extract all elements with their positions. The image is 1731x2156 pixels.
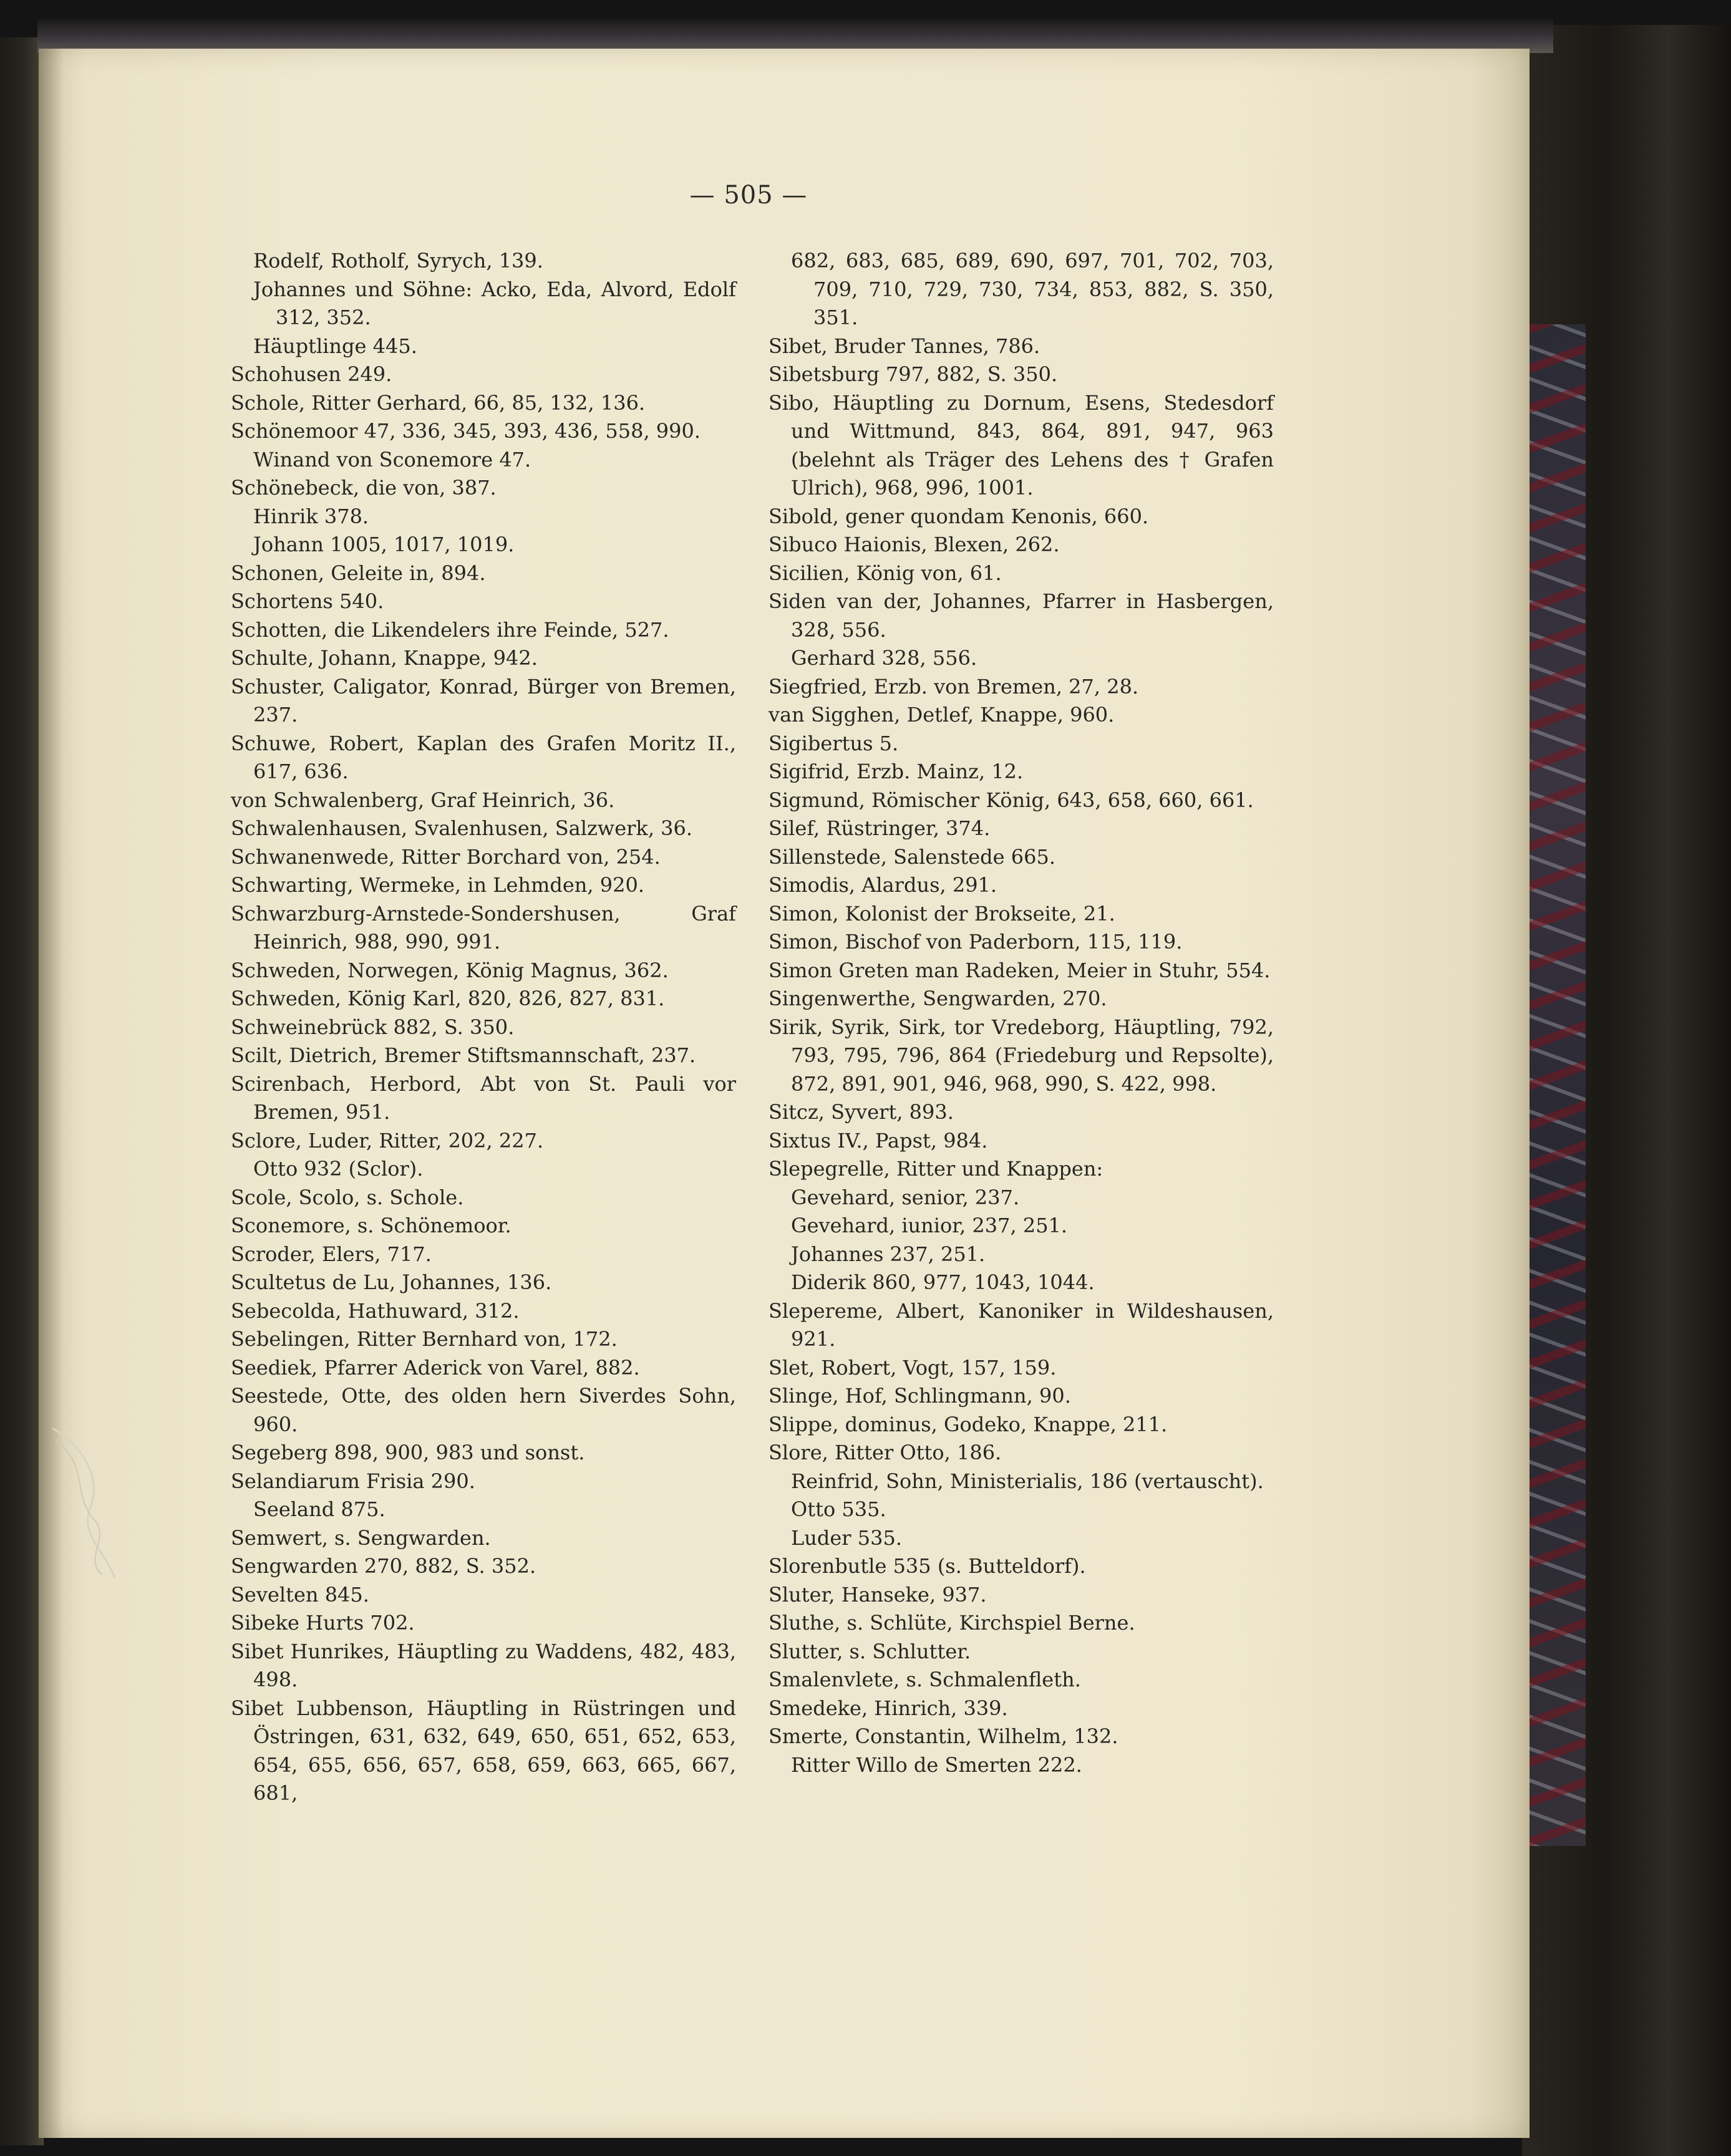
index-entry: Seediek, Pfarrer Aderick von Varel, 882. [231, 1355, 640, 1380]
index-entry: Johannes und Söhne: Acko, Eda, Alvord, Edolf 312, 352. [253, 277, 736, 329]
index-entry: Slorenbutle 535 (s. Butteldorf). [769, 1554, 1086, 1578]
index-entry: Sigifrid, Erzb. Mainz, 12. [769, 760, 1024, 783]
index-entry: Seeland 875. [253, 1497, 385, 1521]
index-entry: Schönemoor 47, 336, 345, 393, 436, 558, 990. [231, 419, 701, 443]
index-entry: Schole, Ritter Gerhard, 66, 85, 132, 136. [231, 390, 646, 415]
index-entry: Scirenbach, Herbord, Abt von St. Pauli vor Bremen, 951. [231, 1071, 736, 1124]
index-entry: van Sigghen, Detlef, Knappe, 960. [769, 703, 1115, 727]
index-entry: Schwanenwede, Ritter Borchard von, 254. [231, 844, 661, 869]
index-entry: Sicilien, König von, 61. [769, 561, 1002, 585]
index-entry: Schohusen 249. [231, 362, 392, 386]
index-entry: Simon, Bischof von Paderborn, 115, 119. [769, 930, 1183, 954]
index-entry: Gevehard, senior, 237. [791, 1185, 1020, 1209]
index-entry: Sibet Hunrikes, Häuptling zu Waddens, 482, 483, 498. [231, 1639, 736, 1691]
index-entry: Schwalenhausen, Svalenhusen, Salzwerk, 36. [231, 816, 693, 840]
index-entry: Sibet Lubbenson, Häuptling in Rüstringen und Östringen, 631, 632, 649, 650, 651, 652, 653, 654, 655, 656, 657, 658, 659, 663, 665, 667, 681, [231, 1696, 736, 1805]
index-entry: Slepereme, Albert, Kanoniker in Wildeshausen, 921. [769, 1298, 1274, 1351]
index-entry: Singenwerthe, Sengwarden, 270. [769, 987, 1107, 1010]
index-entry: Sebelingen, Ritter Bernhard von, 172. [231, 1327, 618, 1351]
index-entry: Schweden, König Karl, 820, 826, 827, 831. [231, 987, 665, 1010]
index-entry: Schonen, Geleite in, 894. [231, 561, 486, 585]
index-entry: Otto 932 (Sclor). [253, 1157, 424, 1181]
index-entry: Otto 535. [791, 1497, 886, 1521]
index-entry: Slinge, Hof, Schlingmann, 90. [769, 1384, 1071, 1408]
index-entry: Sirik, Syrik, Sirk, tor Vredeborg, Häuptling, 792, 793, 795, 796, 864 (Friedeburg und Repsolte), 872, 891, 901, 946, 968, 990, S. 422, 998. [769, 1015, 1274, 1096]
index-entry: Sillenstede, Salenstede 665. [769, 844, 1055, 869]
binding-thread [46, 1422, 121, 1584]
index-entry: Schotten, die Likendelers ihre Feinde, 527. [231, 617, 669, 642]
index-entry: Sconemore, s. Schönemoor. [231, 1214, 512, 1237]
index-entry: Johannes 237, 251. [791, 1242, 986, 1266]
index-entry: Semwert, s. Sengwarden. [231, 1525, 491, 1550]
index-entry: Smerte, Constantin, Wilhelm, 132. [769, 1724, 1118, 1748]
index-entry: Diderik 860, 977, 1043, 1044. [791, 1270, 1095, 1294]
index-entry: Sigibertus 5. [769, 731, 899, 755]
index-entry: Luder 535. [791, 1525, 902, 1550]
index-entry: Schulte, Johann, Knappe, 942. [231, 646, 538, 670]
index-entry: Siden van der, Johannes, Pfarrer in Hasbergen, 328, 556. [769, 589, 1274, 642]
index-entry: Sibold, gener quondam Kenonis, 660. [769, 504, 1149, 528]
book-cover-left [0, 37, 44, 2145]
index-entry: Sengwarden 270, 882, S. 352. [231, 1554, 536, 1578]
index-entry: Sebecolda, Hathuward, 312. [231, 1298, 520, 1323]
index-entry: Schuwe, Robert, Kaplan des Grafen Moritz II., 617, 636. [231, 731, 736, 783]
index-entry: Winand von Sconemore 47. [253, 447, 531, 471]
index-entry: Schwarzburg-Arnstede-Sondershusen, Graf Heinrich, 988, 990, 991. [231, 901, 736, 954]
index-entry: Häuptlinge 445. [253, 334, 417, 358]
index-entry: Sitcz, Syvert, 893. [769, 1100, 954, 1124]
index-entry: Sibuco Haionis, Blexen, 262. [769, 533, 1060, 556]
index-entry: Rodelf, Rotholf, Syrych, 139. [253, 249, 543, 273]
index-entry: Smalenvlete, s. Schmalenfleth. [769, 1668, 1081, 1691]
index-entry: Schweden, Norwegen, König Magnus, 362. [231, 958, 669, 982]
page-number: — 505 — [689, 181, 808, 210]
index-entry: Slippe, dominus, Godeko, Knappe, 211. [769, 1412, 1168, 1436]
index-entry: Slepegrelle, Ritter und Knappen: [769, 1157, 1103, 1181]
index-entry: Simon, Kolonist der Brokseite, 21. [769, 901, 1115, 926]
index-entry: Seestede, Otte, des olden hern Siverdes Sohn, 960. [231, 1384, 736, 1436]
index-entry: Ritter Willo de Smerten 222. [791, 1752, 1082, 1777]
index-entry: Sibetsburg 797, 882, S. 350. [769, 362, 1058, 386]
marbled-endpaper [1530, 324, 1586, 1846]
book-cover-top [37, 19, 1553, 53]
index-entry: Scilt, Dietrich, Bremer Stiftsmannschaft, 237. [231, 1043, 696, 1067]
index-entry: Segeberg 898, 900, 983 und sonst. [231, 1441, 585, 1464]
index-entry: Selandiarum Frisia 290. [231, 1469, 475, 1493]
index-entry: Johann 1005, 1017, 1019. [253, 533, 515, 556]
index-entry: Sevelten 845. [231, 1582, 369, 1607]
index-entry: Sibo, Häuptling zu Dornum, Esens, Stedesdorf und Wittmund, 843, 864, 891, 947, 963 (belehnt als Träger des Lehens des † Grafen Ulrich), 968, 996, 1001. [769, 390, 1274, 500]
index-entry: Slore, Ritter Otto, 186. [769, 1441, 1002, 1464]
index-entry: Sixtus IV., Papst, 984. [769, 1128, 988, 1153]
index-entry: Schortens 540. [231, 589, 384, 613]
index-entry: Hinrik 378. [253, 504, 369, 528]
index-entry: Sclore, Luder, Ritter, 202, 227. [231, 1128, 544, 1153]
index-entry: Reinfrid, Sohn, Ministerialis, 186 (vertauscht). [791, 1469, 1264, 1493]
index-entry: Gevehard, iunior, 237, 251. [791, 1214, 1068, 1237]
index-entry: Sibeke Hurts 702. [231, 1611, 415, 1635]
index-entry: Schweinebrück 882, S. 350. [231, 1015, 515, 1039]
index-entry: Scroder, Elers, 717. [231, 1242, 432, 1266]
index-entry: Scole, Scolo, s. Schole. [231, 1185, 464, 1209]
index-entry: Sluter, Hanseke, 937. [769, 1582, 987, 1607]
page-gutter-shadow [39, 49, 64, 2138]
index-column-right [769, 247, 1274, 1779]
index-entry: Sigmund, Römischer König, 643, 658, 660, 661. [769, 788, 1254, 812]
index-entry: Sluthe, s. Schlüte, Kirchspiel Berne. [769, 1611, 1135, 1635]
index-entry: Simon Greten man Radeken, Meier in Stuhr, 554. [769, 958, 1271, 982]
index-entry: Gerhard 328, 556. [791, 646, 977, 670]
index-entry: Siegfried, Erzb. von Bremen, 27, 28. [769, 674, 1139, 699]
index-entry: Sibet, Bruder Tannes, 786. [769, 334, 1040, 358]
index-entry: Schuster, Caligator, Konrad, Bürger von Bremen, 237. [231, 674, 736, 727]
index-entry: Slutter, s. Schlutter. [769, 1639, 971, 1663]
index-entry: Slet, Robert, Vogt, 157, 159. [769, 1355, 1057, 1380]
index-entry: Smedeke, Hinrich, 339. [769, 1696, 1008, 1720]
index-entry: Schwarting, Wermeke, in Lehmden, 920. [231, 873, 644, 897]
index-entry: Simodis, Alardus, 291. [769, 873, 997, 897]
index-entry: Scultetus de Lu, Johannes, 136. [231, 1270, 552, 1294]
index-entry: 682, 683, 685, 689, 690, 697, 701, 702, 703, 709, 710, 729, 730, 734, 853, 882, S. 350, 351. [791, 249, 1274, 329]
index-entry: Silef, Rüstringer, 374. [769, 816, 991, 840]
index-entry: Schönebeck, die von, 387. [231, 476, 497, 500]
index-column-left [231, 247, 736, 1808]
index-entry: von Schwalenberg, Graf Heinrich, 36. [231, 788, 615, 812]
